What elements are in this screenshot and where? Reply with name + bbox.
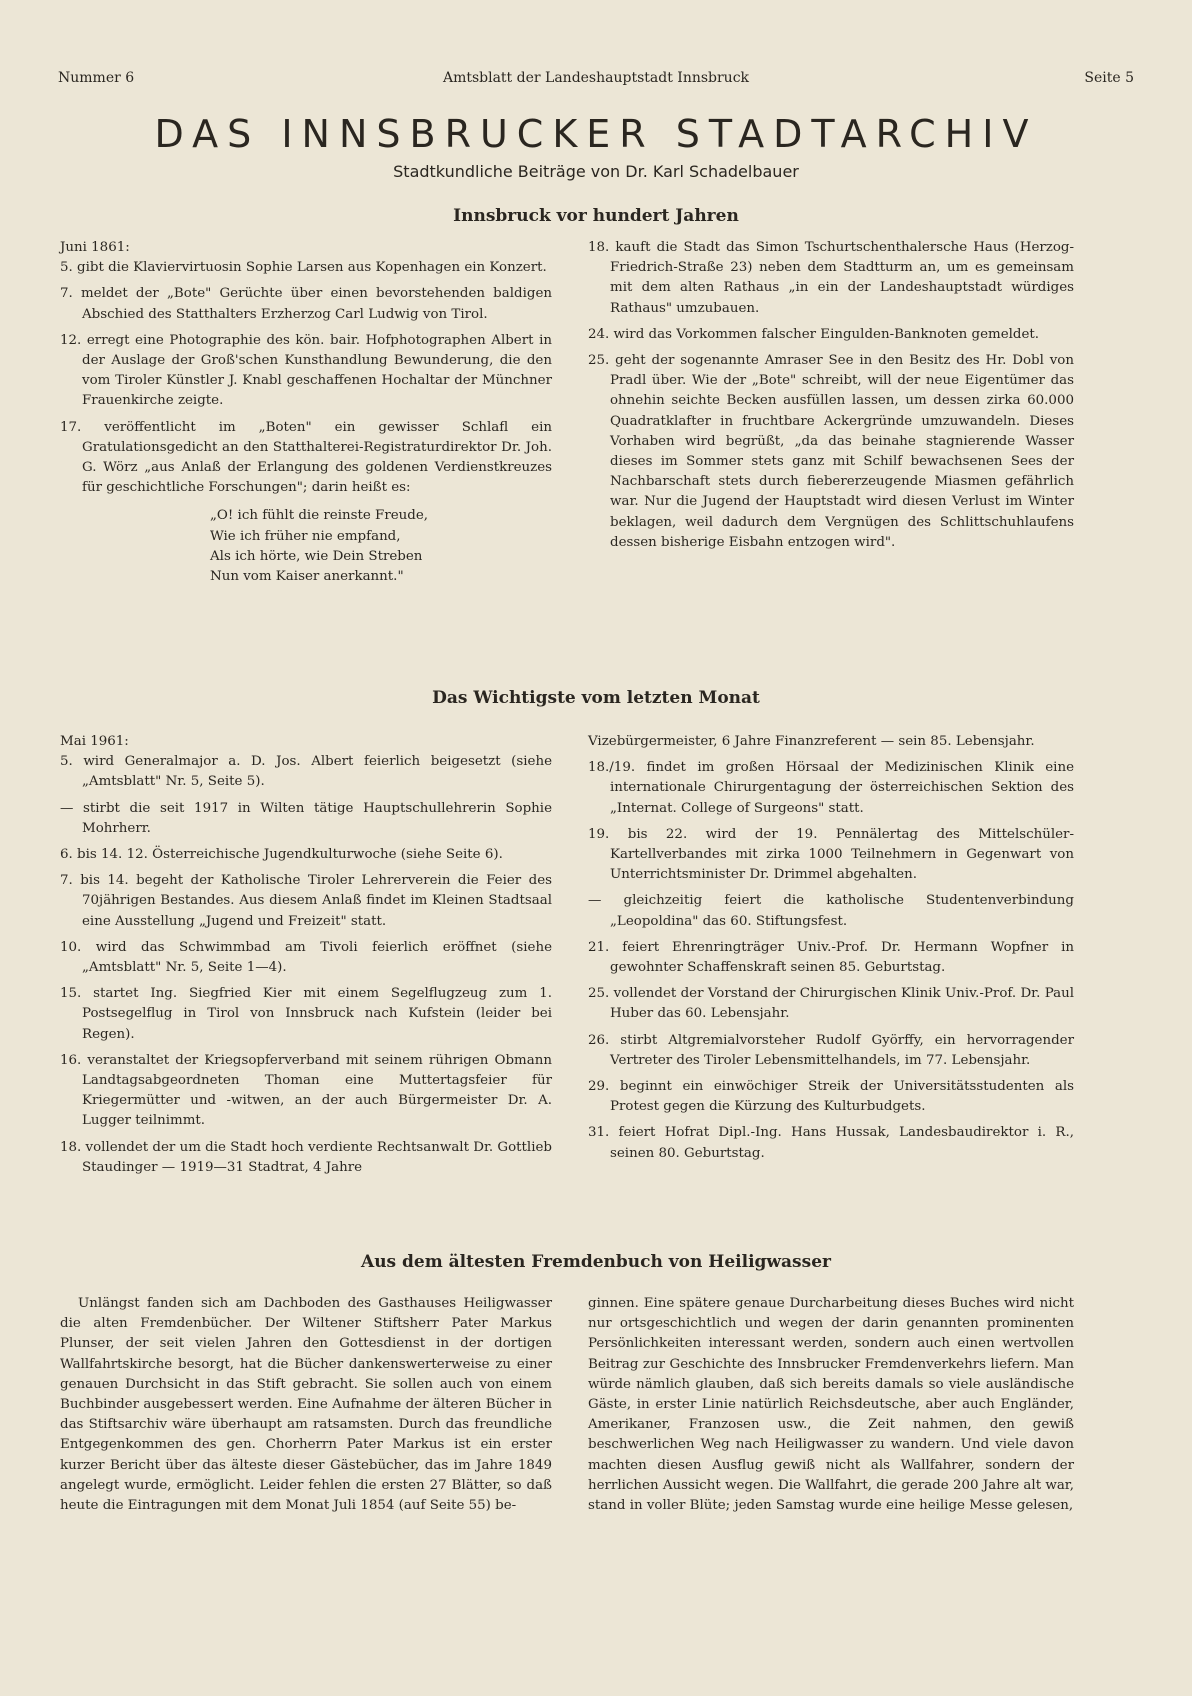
poem-line: Wie ich früher nie empfand,	[210, 528, 401, 544]
section2-right-column	[588, 732, 1074, 1170]
chronicle-entry: — stirbt die seit 1917 in Wilten tätige Hauptschullehrerin Sophie Mohrherr.	[60, 800, 552, 836]
section-heading-hundred-years: Innsbruck vor hundert Jahren	[453, 206, 739, 226]
page-subtitle: Stadtkundliche Beiträge von Dr. Karl Schadelbauer	[393, 162, 799, 181]
section-heading-heiligwasser: Aus dem ältesten Fremdenbuch von Heiligwasser	[361, 1252, 831, 1272]
chronicle-entry: 31. feiert Hofrat Dipl.-Ing. Hans Hussak, Landesbaudirektor i. R., seinen 80. Geburtstag.	[588, 1125, 1074, 1161]
chronicle-entry: 5. wird Generalmajor a. D. Jos. Albert feierlich beigesetzt (siehe „Amtsblatt" Nr. 5, Seite 5).	[60, 754, 552, 790]
article-paragraph: Unlängst fanden sich am Dachboden des Gasthauses Heiligwasser die alten Fremdenbücher. Der Wiltener Stiftsherr Pater Markus Plunser, der seit vielen Jahren den Gottesdienst in der dortigen Wallfahrtskirche besorgt, hat die Bücher dankenswerterweise zu einer genauen Durchsicht in das Stift gebracht. Sie sollen auch von einem Buchbinder ausgebessert werden. Eine Aufnahme der älteren Bücher in das Stiftsarchiv wäre überhaupt am ratsamsten. Durch das freundliche Entgegenkommen des gen. Chorherrn Pater Markus ist ein erster kurzer Bericht über das älteste dieser Gästebücher, das im Jahre 1849 angelegt wurde, ermöglicht. Leider fehlen die ersten 27 Blätter, so daß heute die Eintragungen mit dem Monat Juli 1854 (auf Seite 55) be-	[60, 1296, 552, 1514]
poem-line: Als ich hörte, wie Dein Streben	[210, 548, 423, 564]
poem	[210, 506, 552, 587]
section2-left-column	[60, 732, 552, 1184]
poem-line: „O! ich fühlt die reinste Freude,	[210, 508, 429, 524]
chronicle-entry: 16. veranstaltet der Kriegsopferverband mit seinem rührigen Obmann Landtagsabgeordneten Thoman eine Muttertagsfeier für Kriegermütter und -witwen, an der auch Bürgermeister Dr. A. Lugger teilnimmt.	[60, 1052, 552, 1129]
chronicle-entry: 12. erregt eine Photographie des kön. bair. Hofphotographen Albert in der Auslage der Groß'schen Kunsthandlung Bewunderung, die den vom Tiroler Künstler J. Knabl geschaffenen Hochaltar der Münchner Frauenkirche zeigte.	[60, 332, 552, 409]
running-header	[58, 70, 1134, 90]
chronicle-entry: 25. geht der sogenannte Amraser See in den Besitz des Hr. Dobl von Pradl über. Wie der „Bote" schreibt, will der neue Eigentümer das ohnehin seichte Becken ausfüllen lassen, um dessen zirka 60.000 Quadratklafter in fruchtbare Ackergründe umzuwandeln. Dieses Vorhaben wird begrüßt, „da das beinahe stagnierende Wasser dieses im Sommer stets ganz mit Schilf bewachsenen Sees der Nachbarschaft stets durch fiebererzeugende Miasmen gefährlich war. Nur die Jugend der Hauptstadt wird diesen Verlust im Winter beklagen, weil dadurch dem Vergnügen des Schlittschuhlaufens dessen bisherige Eisbahn entzogen wird".	[588, 353, 1074, 550]
chronicle-entry: 18. vollendet der um die Stadt hoch verdiente Rechtsanwalt Dr. Gottlieb Staudinger — 1919—31 Stadtrat, 4 Jahre	[60, 1139, 552, 1175]
chronicle-entry: 7. meldet der „Bote" Gerüchte über einen bevorstehenden baldigen Abschied des Statthalters Erzherzog Carl Ludwig von Tirol.	[60, 286, 552, 322]
page-title: DAS INNSBRUCKER STADTARCHIV	[154, 112, 1038, 156]
chronicle-entry: 18./19. findet im großen Hörsaal der Medizinischen Klinik eine internationale Chirurgentagung der österreichischen Sektion des „Internat. College of Surgeons" statt.	[588, 760, 1074, 816]
month-label: Mai 1961:	[60, 734, 129, 749]
chronicle-entry: Vizebürgermeister, 6 Jahre Finanzreferent — sein 85. Lebensjahr.	[588, 734, 1035, 749]
poem-line: Nun vom Kaiser anerkannt."	[210, 569, 404, 585]
chronicle-entry: 26. stirbt Altgremialvorsteher Rudolf Györffy, ein hervorragender Vertreter des Tiroler Lebensmittelhandels, im 77. Lebensjahr.	[588, 1032, 1074, 1068]
chronicle-entry: 25. vollendet der Vorstand der Chirurgischen Klinik Univ.-Prof. Dr. Paul Huber das 60. Lebensjahr.	[588, 986, 1074, 1022]
chronicle-entry: 18. kauft die Stadt das Simon Tschurtschenthalersche Haus (Herzog-Friedrich-Straße 23) neben dem Stadtturm an, um es gemeinsam mit dem alten Rathaus „in ein der Landeshauptstadt würdiges Rathaus" umzubauen.	[588, 240, 1074, 316]
chronicle-entry: 24. wird das Vorkommen falscher Eingulden-Banknoten gemeldet.	[588, 326, 1040, 342]
issue-number: Nummer 6	[58, 70, 135, 86]
section3-left-column	[60, 1294, 552, 1516]
chronicle-entry: 7. bis 14. begeht der Katholische Tiroler Lehrerverein die Feier des 70jährigen Bestandes. Aus diesem Anlaß findet im Kleinen Stadtsaal eine Ausstellung „Jugend und Freizeit" statt.	[60, 873, 552, 929]
section3-right-column	[588, 1294, 1074, 1516]
publication-name: Amtsblatt der Landeshauptstadt Innsbruck	[442, 70, 750, 86]
chronicle-entry: 29. beginnt ein einwöchiger Streik der Universitätsstudenten als Protest gegen die Kürzung des Kulturbudgets.	[588, 1079, 1074, 1115]
article-paragraph: ginnen. Eine spätere genaue Durcharbeitung dieses Buches wird nicht nur ortsgeschichtlich und wegen der darin genannten prominenten Persönlichkeiten interessant werden, sondern auch einen wertvollen Beitrag zur Geschichte des Innsbrucker Fremdenverkehrs liefern. Man würde nämlich glauben, daß sich bereits damals so viele ausländische Gäste, in erster Linie natürlich Reichsdeutsche, aber auch Engländer, Amerikaner, Franzosen usw., die Zeit nahmen, den gewiß beschwerlichen Weg nach Heiligwasser zu wandern. Und viele davon machten diesen Ausflug gewiß nicht als Wallfahrer, sondern der herrlichen Aussicht wegen. Die Wallfahrt, die gerade 200 Jahre alt war, stand in voller Blüte; jeden Samstag wurde eine heilige Messe gelesen,	[588, 1296, 1074, 1514]
chronicle-entry: 17. veröffentlicht im „Boten" ein gewisser Schlafl ein Gratulationsgedicht an den Statthalterei-Registraturdirektor Dr. Joh. G. Wörz „aus Anlaß der Erlangung des goldenen Verdienstkreuzes für geschichtliche Forschungen"; darin heißt es:	[60, 419, 552, 496]
section-heading-last-month: Das Wichtigste vom letzten Monat	[432, 688, 760, 708]
chronicle-entry: 15. startet Ing. Siegfried Kier mit einem Segelflugzeug zum 1. Postsegelflug in Tirol von Innsbruck nach Kufstein (leider bei Regen).	[60, 986, 552, 1042]
chronicle-entry: 10. wird das Schwimmbad am Tivoli feierlich eröffnet (siehe „Amtsblatt" Nr. 5, Seite 1—4).	[60, 939, 552, 976]
section1-right-column	[588, 238, 1074, 559]
chronicle-entry: 21. feiert Ehrenringträger Univ.-Prof. Dr. Hermann Wopfner in gewohnter Schaffenskraft seinen 85. Geburtstag.	[588, 939, 1074, 976]
section1-left-column	[60, 238, 552, 587]
month-label: Juni 1861:	[60, 240, 130, 255]
chronicle-entry: 5. gibt die Klaviervirtuosin Sophie Larsen aus Kopenhagen ein Konzert.	[60, 260, 547, 276]
chronicle-entry: 6. bis 14. 12. Österreichische Jugendkulturwoche (siehe Seite 6).	[60, 847, 503, 863]
page-number: Seite 5	[1084, 70, 1134, 86]
chronicle-entry: 19. bis 22. wird der 19. Pennälertag des Mittelschüler-Kartellverbandes mit zirka 1000 Teilnehmern in Gegenwart von Unterrichtsminister Dr. Drimmel abgehalten.	[588, 826, 1074, 883]
chronicle-entry: — gleichzeitig feiert die katholische Studentenverbindung „Leopoldina" das 60. Stiftungsfest.	[588, 893, 1074, 929]
